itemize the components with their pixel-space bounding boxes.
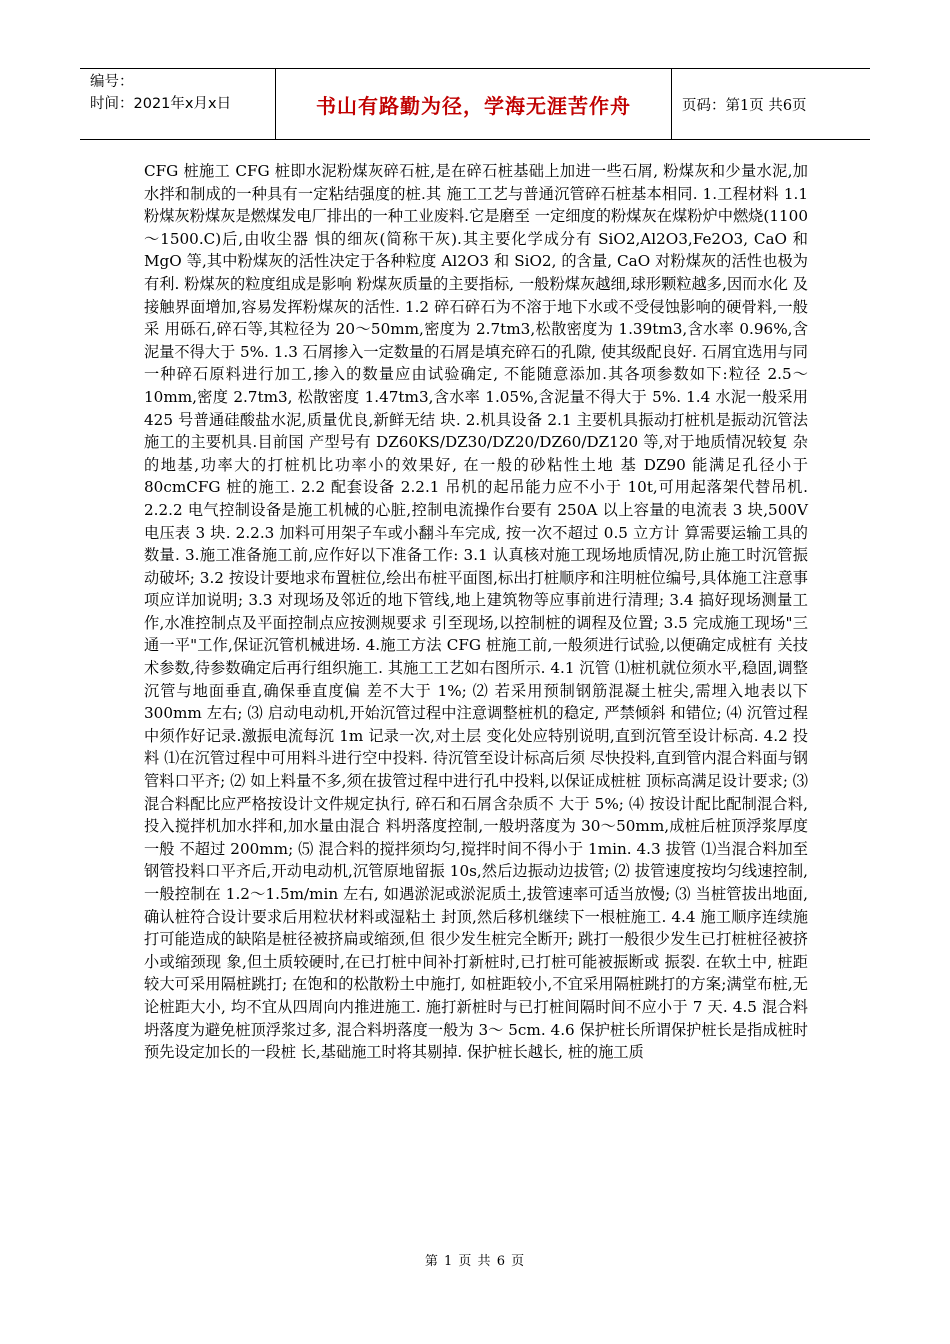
date-line: 时间：2021年x月x日 — [90, 96, 232, 112]
header-motto-cell — [276, 69, 672, 139]
page-info-text: 页码：第1页 共6页 — [682, 97, 807, 114]
doc-number-label: 编号： — [90, 74, 134, 90]
document-body: CFG 桩施工 CFG 桩即水泥粉煤灰碎石桩,是在碎石桩基础上加进一些石屑, 粉煤灰和少量水泥,加水拌和制成的一种具有一定粘结强度的桩.其 施工工艺与普通沉管碎石桩基本相同. 1.工程材料 1.1 粉煤灰粉煤灰是燃煤发电厂排出的一种工业废料.它是磨至 一定细度的粉煤灰在煤粉炉中燃烧(1100～1500.C)后,由收尘器 惧的细灰(简称干灰).其主要化学成分有 SiO2,Al2O3,Fe2O3, CaO 和 MgO 等,其中粉煤灰的活性决定于各种粒度 Al2O3 和 SiO2, 的含量, CaO 对粉煤灰的活性也极为有利. 粉煤灰的粒度组成是影响 粉煤灰质量的主要指标, 一般粉煤灰越细,球形颗粒越多,因而水化 及接触界面增加,容易发挥粉煤灰的活性. 1.2 碎石碎石为不溶于地下水或不受侵蚀影响的硬骨料,一般采 用砾石,碎石等,其粒径为 20～50mm,密度为 2.7tm3,松散密度为 1.39tm3,含水率 0.96%,含泥量不得大于 5%. 1.3 石屑掺入一定数量的石屑是填充碎石的孔隙, 使其级配良好. 石屑宜选用与同一种碎石原料进行加工,掺入的数量应由试验确定, 不能随意添加.其各项参数如下:粒径 2.5～10mm,密度 2.7tm3, 松散密度 1.47tm3,含水率 1.05%,含泥量不得大于 5%. 1.4 水泥一般采用 425 号普通硅酸盐水泥,质量优良,新鲜无结 块. 2.机具设备 2.1 主要机具振动打桩机是振动沉管法施工的主要机具.目前国 产型号有 DZ60KS/DZ30/DZ20/DZ60/DZ120 等,对于地质情况较复 杂的地基,功率大的打桩机比功率小的效果好, 在一般的砂粘性土地 基 DZ90 能满足孔径小于 80cmCFG 桩的施工. 2.2 配套设备 2.2.1 吊机的起吊能力应不小于 10t,可用起落架代替吊机. 2.2.2 电气控制设备是施工机械的心脏,控制电流操作台要有 250A 以上容量的电流表 3 块,500V 电压表 3 块. 2.2.3 加料可用架子车或小翻斗车完成, 按一次不超过 0.5 立方计 算需要运输工具的数量. 3.施工准备施工前,应作好以下准备工作: 3.1 认真核对施工现场地质情况,防止施工时沉管振动破坏; 3.2 按设计要地求布置桩位,绘出布桩平面图,标出打桩顺序和注明桩位编号,具体施工注意事项应详加说明; 3.3 对现场及邻近的地下管线,地上建筑物等应事前进行清理; 3.4 搞好现场测量工作,水准控制点及平面控制点应按测规要求 引至现场,以控制桩的调程及位置; 3.5 完成施工现场"三通一平"工作,保证沉管机械进场. 4.施工方法 CFG 桩施工前,一般须进行试验,以便确定成桩有 关技术参数,待参数确定后再行组织施工. 其施工工艺如右图所示. 4.1 沉管 ⑴桩机就位须水平,稳固,调整沉管与地面垂直,确保垂直度偏 差不大于 1%; ⑵ 若采用预制钢筋混凝土桩尖,需埋入地表以下 300mm 左右; ⑶ 启动电动机,开始沉管过程中注意调整桩机的稳定, 严禁倾斜 和错位; ⑷ 沉管过程中须作好记录.激振电流每沉 1m 记录一次,对土层 变化处应特别说明,直到沉管至设计标高. 4.2 投料 ⑴在沉管过程中可用料斗进行空中投料. 待沉管至设计标高后须 尽快投料,直到管内混合料面与钢管料口平齐; ⑵ 如上料量不多,须在拔管过程中进行孔中投料,以保证成桩桩 顶标高满足设计要求; ⑶ 混合料配比应严格按设计文件规定执行, 碎石和石屑含杂质不 大于 5%; ⑷ 按设计配比配制混合料,投入搅拌机加水拌和,加水量由混合 料坍落度控制,一般坍落度为 30～50mm,成桩后桩顶浮浆厚度一般 不超过 200mm; ⑸ 混合料的搅拌须均匀,搅拌时间不得小于 1min. 4.3 拔管 ⑴当混合料加至钢管投料口平齐后,开动电动机,沉管原地留振 10s,然后边振动边拔管; ⑵ 拔管速度按均匀线速控制,一般控制在 1.2～1.5m/min 左右, 如遇淤泥或淤泥质土,拔管速率可适当放慢; ⑶ 当桩管拔出地面, 确认桩符合设计要求后用粒状材料或湿粘土 封顶,然后移机继续下一根桩施工. 4.4 施工顺序连续施打可能造成的缺陷是桩径被挤扁或缩颈,但 很少发生桩完全断开; 跳打一般很少发生已打桩桩径被挤小或缩颈现 象,但土质较硬时,在已打桩中间补打新桩时,已打桩可能被振断或 振裂. 在软土中, 桩距较大可采用隔桩跳打; 在饱和的松散粉土中施打, 如桩距较小,不宜采用隔桩跳打的方案;满堂布桩,无论桩距大小, 均不宜从四周向内推进施工. 施打新桩时与已打桩间隔时间不应小于 7 天. 4.5 混合料坍落度为避免桩顶浮浆过多, 混合料坍落度一般为 3～ 5cm. 4.6 保护桩长所谓保护桩长是指成桩时预先设定加长的一段桩 长,基础施工时将其剔掉. 保护桩长越长, 桩的施工质 — [144, 162, 808, 1062]
page-header — [80, 68, 870, 140]
header-page-info — [672, 69, 870, 139]
motto-text: 书山有路勤为径，学海无涯苦作舟 — [316, 93, 631, 118]
header-meta — [80, 69, 276, 139]
page-footer: 第 1 页 共 6 页 — [424, 1254, 526, 1269]
